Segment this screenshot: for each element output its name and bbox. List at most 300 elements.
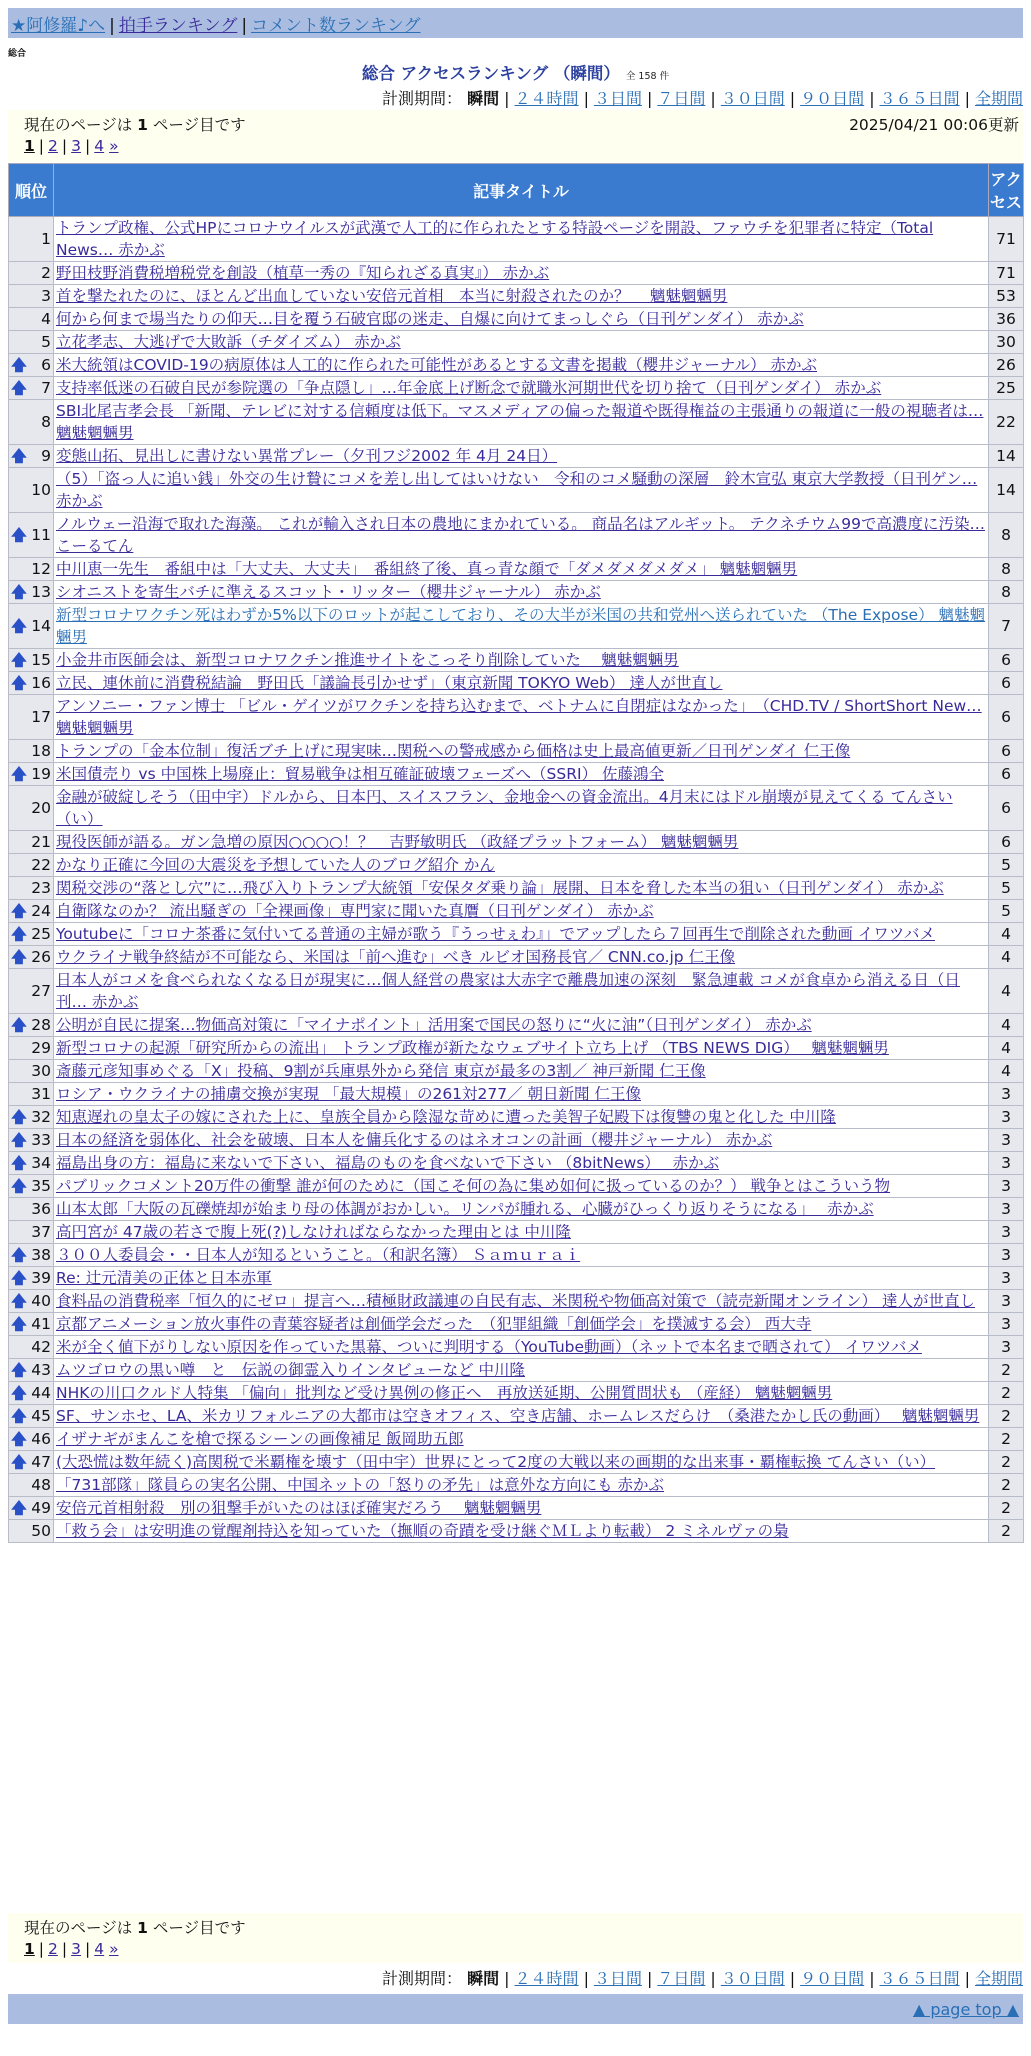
up-arrow-icon: 🡅	[11, 1108, 27, 1126]
page-status: 現在のページは 1 ページ目です	[24, 116, 246, 134]
access-count: 36	[989, 308, 1024, 331]
article-title-link[interactable]: ロシア・ウクライナの捕虜交換が実現 「最大規模」の261対277／ 朝日新聞 仁王像	[56, 1085, 641, 1103]
title-cell	[54, 1221, 989, 1244]
ranking-heading	[0, 60, 1031, 84]
rank-number: 30	[31, 1062, 51, 1080]
rank-cell	[9, 445, 54, 468]
access-count: 3	[989, 1129, 1024, 1152]
rank-cell	[9, 1267, 54, 1290]
access-count: 5	[989, 877, 1024, 900]
article-title-link[interactable]: 金融が破綻しそう（田中宇）ドルから、日本円、スイスフラン、金地金への資金流出。4月末にはドル崩壊が見えてくる てんさい（い）	[56, 788, 953, 828]
title-cell	[54, 377, 989, 400]
article-title-link[interactable]: かなり正確に今回の大震災を予想していた人のブログ紹介 かん	[56, 856, 495, 874]
rank-number: 49	[31, 1499, 51, 1517]
table-header-row	[9, 164, 1024, 217]
rank-number: 44	[31, 1384, 51, 1402]
rank-cell	[9, 400, 54, 445]
table-row	[9, 1290, 1024, 1313]
period-link-24h[interactable]: ２４時間	[514, 89, 579, 108]
period-link-24h-bottom[interactable]: ２４時間	[514, 1969, 579, 1988]
rank-cell	[9, 831, 54, 854]
ranking-table-body	[9, 217, 1024, 1543]
rank-cell	[9, 786, 54, 831]
article-title-link[interactable]: 新型コロナの起源「研究所からの流出」 トランプ政権が新たなウェブサイト立ち上げ （TBS NEWS DIG） 魑魅魍魎男	[56, 1039, 889, 1057]
table-row	[9, 262, 1024, 285]
rank-cell	[9, 1474, 54, 1497]
top-nav-bar	[8, 8, 1023, 38]
up-arrow-icon: 🡅	[11, 1292, 27, 1310]
rank-number: 10	[31, 481, 51, 499]
page-link-4-bottom[interactable]: 4	[94, 1940, 105, 1958]
rank-number: 12	[31, 560, 51, 578]
period-selector-top: 計測期間： 瞬間 | ２４時間 | ３日間 | ７日間 | ３０日間 | ９０日間 | ３６５日間 | 全期間	[382, 89, 1023, 108]
article-title-link[interactable]: 山本太郎「大阪の瓦礫焼却が始まり母の体調がおかしい。リンパが腫れる、心臓がひっくり返りそうになる」 赤かぶ	[56, 1200, 874, 1218]
article-title-link[interactable]: トランプ政権、公式HPにコロナウイルスが武漢で人工的に作られたとする特設ページを開設、ファウチを犯罪者に特定（Total News… 赤かぶ	[56, 219, 934, 259]
rank-number: 3	[41, 287, 51, 305]
nav-link-ashura-home[interactable]: ★阿修羅♪へ	[11, 16, 106, 36]
rank-cell	[9, 604, 54, 649]
access-count: 7	[989, 604, 1024, 649]
article-title-link[interactable]: Youtubeに「コロナ茶番に気付いてる普通の主婦が歌う『うっせぇわ』」でアップしたら７回再生で削除された動画 イワツバメ	[56, 925, 935, 943]
up-arrow-icon: 🡅	[11, 379, 27, 397]
article-title-link[interactable]: 関税交渉の“落とし穴”に…飛び入りトランプ大統領「安保タダ乗り論」展開、日本を脅した本当の狙い（日刊ゲンダイ） 赤かぶ	[56, 879, 944, 897]
page-link-1-bottom: 1	[24, 1940, 35, 1958]
period-link-30d-bottom[interactable]: ３０日間	[720, 1969, 785, 1988]
title-cell	[54, 763, 989, 786]
title-cell	[54, 740, 989, 763]
rank-cell	[9, 877, 54, 900]
rank-cell	[9, 1359, 54, 1382]
article-title-link[interactable]: 「731部隊」隊員らの実名公開、中国ネットの「怒りの矛先」は意外な方向にも 赤かぶ	[56, 1476, 665, 1494]
updated-timestamp: 2025/04/21 00:06更新	[849, 116, 1019, 134]
rank-number: 39	[31, 1269, 51, 1287]
period-link-7d[interactable]: ７日間	[657, 89, 706, 108]
article-title-link[interactable]: シオニストを寄生バチに準えるスコット・リッター（櫻井ジャーナル） 赤かぶ	[56, 583, 601, 601]
rank-number: 16	[31, 674, 51, 692]
access-count: 2	[989, 1382, 1024, 1405]
table-row	[9, 285, 1024, 308]
nav-separator: |	[241, 16, 248, 36]
rank-cell	[9, 649, 54, 672]
rank-number: 19	[31, 765, 51, 783]
access-count: 14	[989, 468, 1024, 513]
page-top-link[interactable]: ▲ page top ▲	[912, 2000, 1019, 2019]
up-arrow-icon: 🡅	[11, 674, 27, 692]
rank-cell	[9, 285, 54, 308]
rank-number: 22	[31, 856, 51, 874]
up-arrow-icon: 🡅	[11, 1154, 27, 1172]
rank-cell	[9, 900, 54, 923]
rank-cell	[9, 581, 54, 604]
access-count: 8	[989, 513, 1024, 558]
access-count: 3	[989, 1290, 1024, 1313]
article-title-link[interactable]: 小金井市医師会は、新型コロナワクチン推進サイトをこっそり削除していた 魑魅魍魎男	[56, 651, 679, 669]
table-row	[9, 1428, 1024, 1451]
period-link-30d[interactable]: ３０日間	[720, 89, 785, 108]
table-row	[9, 1451, 1024, 1474]
access-count: 3	[989, 1106, 1024, 1129]
up-arrow-icon: 🡅	[11, 1430, 27, 1448]
rank-number: 38	[31, 1246, 51, 1264]
category-label: 総合	[8, 49, 27, 59]
rank-number: 5	[41, 333, 51, 351]
nav-link-applause-ranking[interactable]: 拍手ランキング	[118, 16, 238, 36]
nav-link-comment-ranking[interactable]: コメント数ランキング	[251, 16, 421, 36]
rank-number: 28	[31, 1016, 51, 1034]
title-cell	[54, 558, 989, 581]
table-row	[9, 695, 1024, 740]
title-cell	[54, 217, 989, 262]
table-row	[9, 1014, 1024, 1037]
table-row	[9, 1037, 1024, 1060]
article-title-link[interactable]: 首を撃たれたのに、ほとんど出血していない安倍元首相 本当に射殺されたのか？ 魑魅魍魎男	[56, 287, 728, 305]
page-link-4[interactable]: 4	[94, 137, 105, 155]
nav-separator: |	[109, 16, 115, 36]
rank-cell	[9, 308, 54, 331]
up-arrow-icon: 🡅	[11, 1384, 27, 1402]
up-arrow-icon: 🡅	[11, 1499, 27, 1517]
access-count: 6	[989, 763, 1024, 786]
access-count: 26	[989, 354, 1024, 377]
rank-cell	[9, 468, 54, 513]
table-row	[9, 831, 1024, 854]
table-row	[9, 1060, 1024, 1083]
access-count: 4	[989, 969, 1024, 1014]
table-row	[9, 1106, 1024, 1129]
title-cell	[54, 831, 989, 854]
page-next-link-bottom[interactable]: »	[109, 1940, 119, 1958]
period-link-all[interactable]: 全期間	[974, 89, 1023, 108]
access-count: 2	[989, 1497, 1024, 1520]
title-cell	[54, 1474, 989, 1497]
up-arrow-icon: 🡅	[11, 1453, 27, 1471]
page-status-bottom: 現在のページは 1 ページ目です	[24, 1919, 246, 1937]
rank-number: 11	[31, 526, 51, 544]
period-link-7d-bottom[interactable]: ７日間	[657, 1969, 706, 1988]
table-row	[9, 445, 1024, 468]
period-current: 瞬間	[467, 89, 500, 108]
title-cell	[54, 354, 989, 377]
article-title-link[interactable]: 日本人がコメを食べられなくなる日が現実に…個人経営の農家は大赤字で離農加速の深刻 緊急連載 コメが食卓から消える日（日刊… 赤かぶ	[56, 971, 960, 1011]
article-title-link[interactable]: 変態山拓、見出しに書けない異常プレー（夕刊フジ2002 年 4月 24日）	[56, 447, 558, 465]
title-cell	[54, 969, 989, 1014]
title-cell	[54, 672, 989, 695]
rank-cell	[9, 1520, 54, 1543]
rank-number: 37	[31, 1223, 51, 1241]
up-arrow-icon: 🡅	[11, 1177, 27, 1195]
article-title-link[interactable]: 高円宮が 47歳の若さで腹上死(?)しなければならなかった理由とは 中川隆	[56, 1223, 571, 1241]
article-title-link[interactable]: アンソニー・ファン博士 「ビル・ゲイツがワクチンを持ち込むまで、ベトナムに自閉症はなかった」 （CHD.TV / ShortShort New… 魑魅魍魎男	[56, 697, 982, 737]
title-cell	[54, 1244, 989, 1267]
rank-number: 23	[31, 879, 51, 897]
period-link-3d-bottom[interactable]: ３日間	[593, 1969, 642, 1988]
article-title-link[interactable]: NHKの川口クルド人特集 「偏向」批判など受け異例の修正へ 再放送延期、公開質問状も （産経） 魑魅魍魎男	[56, 1384, 833, 1402]
rank-number: 18	[31, 742, 51, 760]
up-arrow-icon: 🡅	[11, 1407, 27, 1425]
access-count: 8	[989, 558, 1024, 581]
table-row	[9, 513, 1024, 558]
up-arrow-icon: 🡅	[11, 925, 27, 943]
rank-cell	[9, 354, 54, 377]
article-title-link[interactable]: 斎藤元彦知事めぐる「X」投稿、9割が兵庫県外から発信 東京が最多の3割／ 神戸新聞 仁王像	[56, 1062, 706, 1080]
up-arrow-icon: 🡅	[11, 1269, 27, 1287]
period-link-90d-bottom[interactable]: ９０日間	[800, 1969, 865, 1988]
access-count: 3	[989, 1175, 1024, 1198]
article-title-link[interactable]: 立民、連休前に消費税結論 野田氏「議論長引かせず」（東京新聞 TOKYO Web） 達人が世直し	[56, 674, 723, 692]
period-selector-bottom: 計測期間： 瞬間 | ２４時間 | ３日間 | ７日間 | ３０日間 | ９０日間 | ３６５日間 | 全期間	[382, 1969, 1023, 1988]
rank-cell	[9, 1451, 54, 1474]
access-count: 4	[989, 1037, 1024, 1060]
ranking-count: 全 158 件	[625, 71, 670, 82]
period-link-90d[interactable]: ９０日間	[800, 89, 865, 108]
access-count: 6	[989, 831, 1024, 854]
article-title-link[interactable]: 食料品の消費税率「恒久的にゼロ」提言へ…積極財政議連の自民有志、米関税や物価高対策で（読売新聞オンライン） 達人が世直し	[56, 1292, 975, 1310]
title-cell	[54, 1359, 989, 1382]
rank-cell	[9, 1037, 54, 1060]
header-title: 記事タイトル	[54, 164, 989, 217]
period-link-365d-bottom[interactable]: ３６５日間	[879, 1969, 960, 1988]
rank-cell	[9, 854, 54, 877]
up-arrow-icon: 🡅	[11, 1016, 27, 1034]
access-count: 6	[989, 695, 1024, 740]
title-cell	[54, 1175, 989, 1198]
table-row	[9, 1198, 1024, 1221]
page-link-2[interactable]: 2	[48, 137, 58, 155]
article-title-link[interactable]: 「救う会」は安明進の覚醒剤持込を知っていた（撫順の奇蹟を受け継ぐＭＬより転載） 2 ミネルヴァの梟	[56, 1522, 789, 1540]
ranking-table	[8, 163, 1024, 1543]
article-title-link[interactable]: （5）「盗っ人に追い銭」外交の生け贄にコメを差し出してはいけない 令和のコメ騒動の深層 鈴木宣弘 東京大学教授（日刊ゲン… 赤かぶ	[56, 470, 978, 510]
article-title-link[interactable]: ３００人委員会・・日本人が知るということ。（和訳名簿） Ｓａｍｕｒａｉ	[56, 1246, 581, 1264]
table-row	[9, 1313, 1024, 1336]
table-row	[9, 1497, 1024, 1520]
title-cell	[54, 331, 989, 354]
page-link-1: 1	[24, 137, 35, 155]
period-link-365d[interactable]: ３６５日間	[879, 89, 960, 108]
rank-number: 21	[31, 833, 51, 851]
article-title-link[interactable]: 立花孝志、大逃げで大敗訴（チダイズム） 赤かぶ	[56, 333, 401, 351]
title-cell	[54, 513, 989, 558]
table-row	[9, 604, 1024, 649]
title-cell	[54, 877, 989, 900]
access-count: 4	[989, 946, 1024, 969]
access-count: 6	[989, 672, 1024, 695]
access-count: 5	[989, 854, 1024, 877]
article-title-link[interactable]: SF、サンホセ、LA、米カリフォルニアの大都市は空きオフィス、空き店舗、ホームレスだらけ （桑港たかし氏の動画） 魑魅魍魎男	[56, 1407, 980, 1425]
access-count: 53	[989, 285, 1024, 308]
bottom-bar	[8, 1994, 1023, 2024]
title-cell	[54, 1267, 989, 1290]
table-row	[9, 1244, 1024, 1267]
up-arrow-icon: 🡅	[11, 1246, 27, 1264]
rank-number: 6	[41, 356, 51, 374]
table-row	[9, 1129, 1024, 1152]
article-title-link[interactable]: 新型コロナワクチン死はわずか5%以下のロットが起こしており、その大半が米国の共和党州へ送られていた （The Expose） 魑魅魍魎男	[56, 606, 986, 646]
page-link-3[interactable]: 3	[71, 137, 82, 155]
article-title-link[interactable]: 安倍元首相射殺 別の狙撃手がいたのはほぼ確実だろう 魑魅魍魎男	[56, 1499, 542, 1517]
article-title-link[interactable]: 支持率低迷の石破自民が参院選の「争点隠し」…年金底上げ断念で就職氷河期世代を切り捨て（日刊ゲンダイ） 赤かぶ	[56, 379, 882, 397]
title-cell	[54, 604, 989, 649]
page-link-2-bottom[interactable]: 2	[48, 1940, 58, 1958]
article-title-link[interactable]: 米国債売り vs 中国株上場廃止：貿易戦争は相互確証破壊フェーズへ（SSRI） 佐藤鴻全	[56, 765, 665, 783]
rank-cell	[9, 1405, 54, 1428]
title-cell	[54, 1198, 989, 1221]
rank-cell	[9, 1014, 54, 1037]
article-title-link[interactable]: 中川恵一先生 番組中は「大丈夫、大丈夫」 番組終了後、真っ青な顔で「ダメダメダメダメ」 魑魅魍魎男	[56, 560, 798, 578]
rank-number: 41	[31, 1315, 51, 1333]
table-row	[9, 400, 1024, 445]
rank-number: 25	[31, 925, 51, 943]
title-cell	[54, 1152, 989, 1175]
page-current-number: 1	[137, 116, 148, 134]
access-count: 4	[989, 923, 1024, 946]
rank-number: 35	[31, 1177, 51, 1195]
table-row	[9, 649, 1024, 672]
article-title-link[interactable]: イザナギがまんこを槍で探るシーンの画像補足 飯岡助五郎	[56, 1430, 464, 1448]
page-next-link[interactable]: »	[109, 137, 119, 155]
rank-cell	[9, 740, 54, 763]
rank-number: 50	[31, 1522, 51, 1540]
up-arrow-icon: 🡅	[11, 1315, 27, 1333]
title-cell	[54, 946, 989, 969]
title-cell	[54, 1497, 989, 1520]
title-cell	[54, 649, 989, 672]
title-cell	[54, 854, 989, 877]
title-cell	[54, 1129, 989, 1152]
article-title-link[interactable]: パブリックコメント20万件の衝撃 誰が何のために（国こそ何の為に集め如何に扱っているのか？） 戦争とはこういう物	[56, 1177, 891, 1195]
access-count: 8	[989, 581, 1024, 604]
page-links-bottom: 1 | 2 | 3 | 4 »	[24, 1940, 119, 1958]
page-link-3-bottom[interactable]: 3	[71, 1940, 82, 1958]
page-links: 1 | 2 | 3 | 4 »	[24, 137, 119, 155]
article-title-link[interactable]: Re: 辻元清美の正体と日本赤軍	[56, 1269, 272, 1287]
access-count: 2	[989, 1520, 1024, 1543]
article-title-link[interactable]: 野田枝野消費税増税党を創設（植草一秀の『知られざる真実』） 赤かぶ	[56, 264, 550, 282]
table-row	[9, 1405, 1024, 1428]
rank-number: 31	[31, 1085, 51, 1103]
article-title-link[interactable]: SBI北尾吉孝会長 「新聞、テレビに対する信頼度は低下。マスメディアの偏った報道や既得権益の主張通りの報道に一般の視聴者は… 魑魅魍魎男	[56, 402, 984, 442]
up-arrow-icon: 🡅	[11, 1361, 27, 1379]
rank-number: 8	[41, 413, 51, 431]
table-row	[9, 354, 1024, 377]
article-title-link[interactable]: 米が全く値下がりしない原因を作っていた黒幕、ついに判明する（YouTube動画）（ネットで本名まで晒されて） イワツバメ	[56, 1338, 922, 1356]
rank-cell	[9, 558, 54, 581]
table-row	[9, 217, 1024, 262]
access-count: 25	[989, 377, 1024, 400]
access-count: 3	[989, 1336, 1024, 1359]
article-title-link[interactable]: 京都アニメーション放火事件の青葉容疑者は創価学会だった （犯罪組織「創価学会」を撲滅する会） 西大寺	[56, 1315, 812, 1333]
access-count: 71	[989, 262, 1024, 285]
up-arrow-icon: 🡅	[11, 651, 27, 669]
rank-number: 17	[31, 708, 51, 726]
title-cell	[54, 786, 989, 831]
period-link-3d[interactable]: ３日間	[593, 89, 642, 108]
title-cell	[54, 445, 989, 468]
up-arrow-icon: 🡅	[11, 1131, 27, 1149]
period-link-all-bottom[interactable]: 全期間	[974, 1969, 1023, 1988]
article-title-link[interactable]: 日本の経済を弱体化、社会を破壊、日本人を傭兵化するのはネオコンの計画（櫻井ジャーナル） 赤かぶ	[56, 1131, 773, 1149]
rank-number: 32	[31, 1108, 51, 1126]
table-row	[9, 946, 1024, 969]
access-count: 2	[989, 1428, 1024, 1451]
article-title-link[interactable]: 現役医師が語る。ガン急増の原因○○○○！？ 吉野敏明氏 （政経プラットフォーム） 魑魅魍魎男	[56, 833, 739, 851]
header-access: アクセス	[989, 164, 1024, 217]
rank-number: 47	[31, 1453, 51, 1471]
access-count: 2	[989, 1405, 1024, 1428]
rank-number: 14	[31, 617, 51, 635]
table-row	[9, 877, 1024, 900]
title-cell	[54, 285, 989, 308]
access-count: 4	[989, 1014, 1024, 1037]
article-title-link[interactable]: 米大統領はCOVID-19の病原体は人工的に作られた可能性があるとする文書を掲載（櫻井ジャーナル） 赤かぶ	[56, 356, 818, 374]
access-count: 14	[989, 445, 1024, 468]
rank-cell	[9, 331, 54, 354]
article-title-link[interactable]: ノルウェー沿海で取れた海藻。 これが輸入され日本の農地にまかれている。 商品名はアルギット。 テクネチウム99で高濃度に汚染… こーるてん	[56, 515, 986, 555]
up-arrow-icon: 🡅	[11, 902, 27, 920]
access-count: 6	[989, 786, 1024, 831]
rank-cell	[9, 1129, 54, 1152]
title-cell	[54, 581, 989, 604]
article-title-link[interactable]: ウクライナ戦争終結が不可能なら、米国は「前へ進む」べき ルビオ国務長官／ CNN.co.jp 仁王像	[56, 948, 736, 966]
access-count: 2	[989, 1474, 1024, 1497]
title-cell	[54, 1037, 989, 1060]
table-row	[9, 1267, 1024, 1290]
article-title-link[interactable]: 自衛隊なのか？ 流出騒ぎの「全裸画像」専門家に聞いた真贋（日刊ゲンダイ） 赤かぶ	[56, 902, 654, 920]
rank-number: 27	[31, 982, 51, 1000]
table-row	[9, 1474, 1024, 1497]
rank-number: 45	[31, 1407, 51, 1425]
access-count: 2	[989, 1451, 1024, 1474]
article-title-link[interactable]: トランプの「金本位制」復活ブチ上げに現実味…関税への警戒感から価格は史上最高値更新／日刊ゲンダイ 仁王像	[56, 742, 851, 760]
period-label: 計測期間：	[382, 89, 463, 108]
up-arrow-icon: 🡅	[11, 583, 27, 601]
article-title-link[interactable]: ムツゴロウの黒い噂 と 伝説の御霊入りインタビューなど 中川隆	[56, 1361, 525, 1379]
table-row	[9, 1336, 1024, 1359]
rank-cell	[9, 695, 54, 740]
article-title-link[interactable]: 公明が自民に提案…物価高対策に「マイナポイント」活用案で国民の怒りに“火に油”（日刊ゲンダイ） 赤かぶ	[56, 1016, 812, 1034]
rank-cell	[9, 513, 54, 558]
article-title-link[interactable]: 何から何まで場当たりの仰天…目を覆う石破官邸の迷走、自爆に向けてまっしぐら（日刊ゲンダイ） 赤かぶ	[56, 310, 804, 328]
table-row	[9, 581, 1024, 604]
rank-number: 36	[31, 1200, 51, 1218]
rank-cell	[9, 217, 54, 262]
rank-cell	[9, 1497, 54, 1520]
access-count: 22	[989, 400, 1024, 445]
title-cell	[54, 695, 989, 740]
access-count: 5	[989, 900, 1024, 923]
article-title-link[interactable]: 知恵遅れの皇太子の嫁にされた上に、皇族全員から陰湿な苛めに遭った美智子妃殿下は復讐の鬼と化した 中川隆	[56, 1108, 836, 1126]
title-cell	[54, 1405, 989, 1428]
article-title-link[interactable]: 福島出身の方：福島に来ないで下さい、福島のものを食べないで下さい （8bitNews） 赤かぶ	[56, 1154, 720, 1172]
title-cell	[54, 923, 989, 946]
rank-cell	[9, 1175, 54, 1198]
rank-cell	[9, 1336, 54, 1359]
rank-number: 4	[41, 310, 51, 328]
article-title-link[interactable]: (大恐慌は数年続く)高関税で米覇権を壊す（田中宇）世界にとって2度の大戦以来の画期的な出来事・覇権転換 てんさい（い）	[56, 1453, 936, 1471]
table-row	[9, 740, 1024, 763]
rank-cell	[9, 1244, 54, 1267]
title-cell	[54, 468, 989, 513]
up-arrow-icon: 🡅	[11, 617, 27, 635]
ranking-title: 総合 アクセスランキング （瞬間）	[361, 64, 620, 83]
up-arrow-icon: 🡅	[11, 447, 27, 465]
access-count: 71	[989, 217, 1024, 262]
title-cell	[54, 308, 989, 331]
title-cell	[54, 900, 989, 923]
access-count: 3	[989, 1221, 1024, 1244]
up-arrow-icon: 🡅	[11, 356, 27, 374]
rank-cell	[9, 377, 54, 400]
rank-cell	[9, 923, 54, 946]
